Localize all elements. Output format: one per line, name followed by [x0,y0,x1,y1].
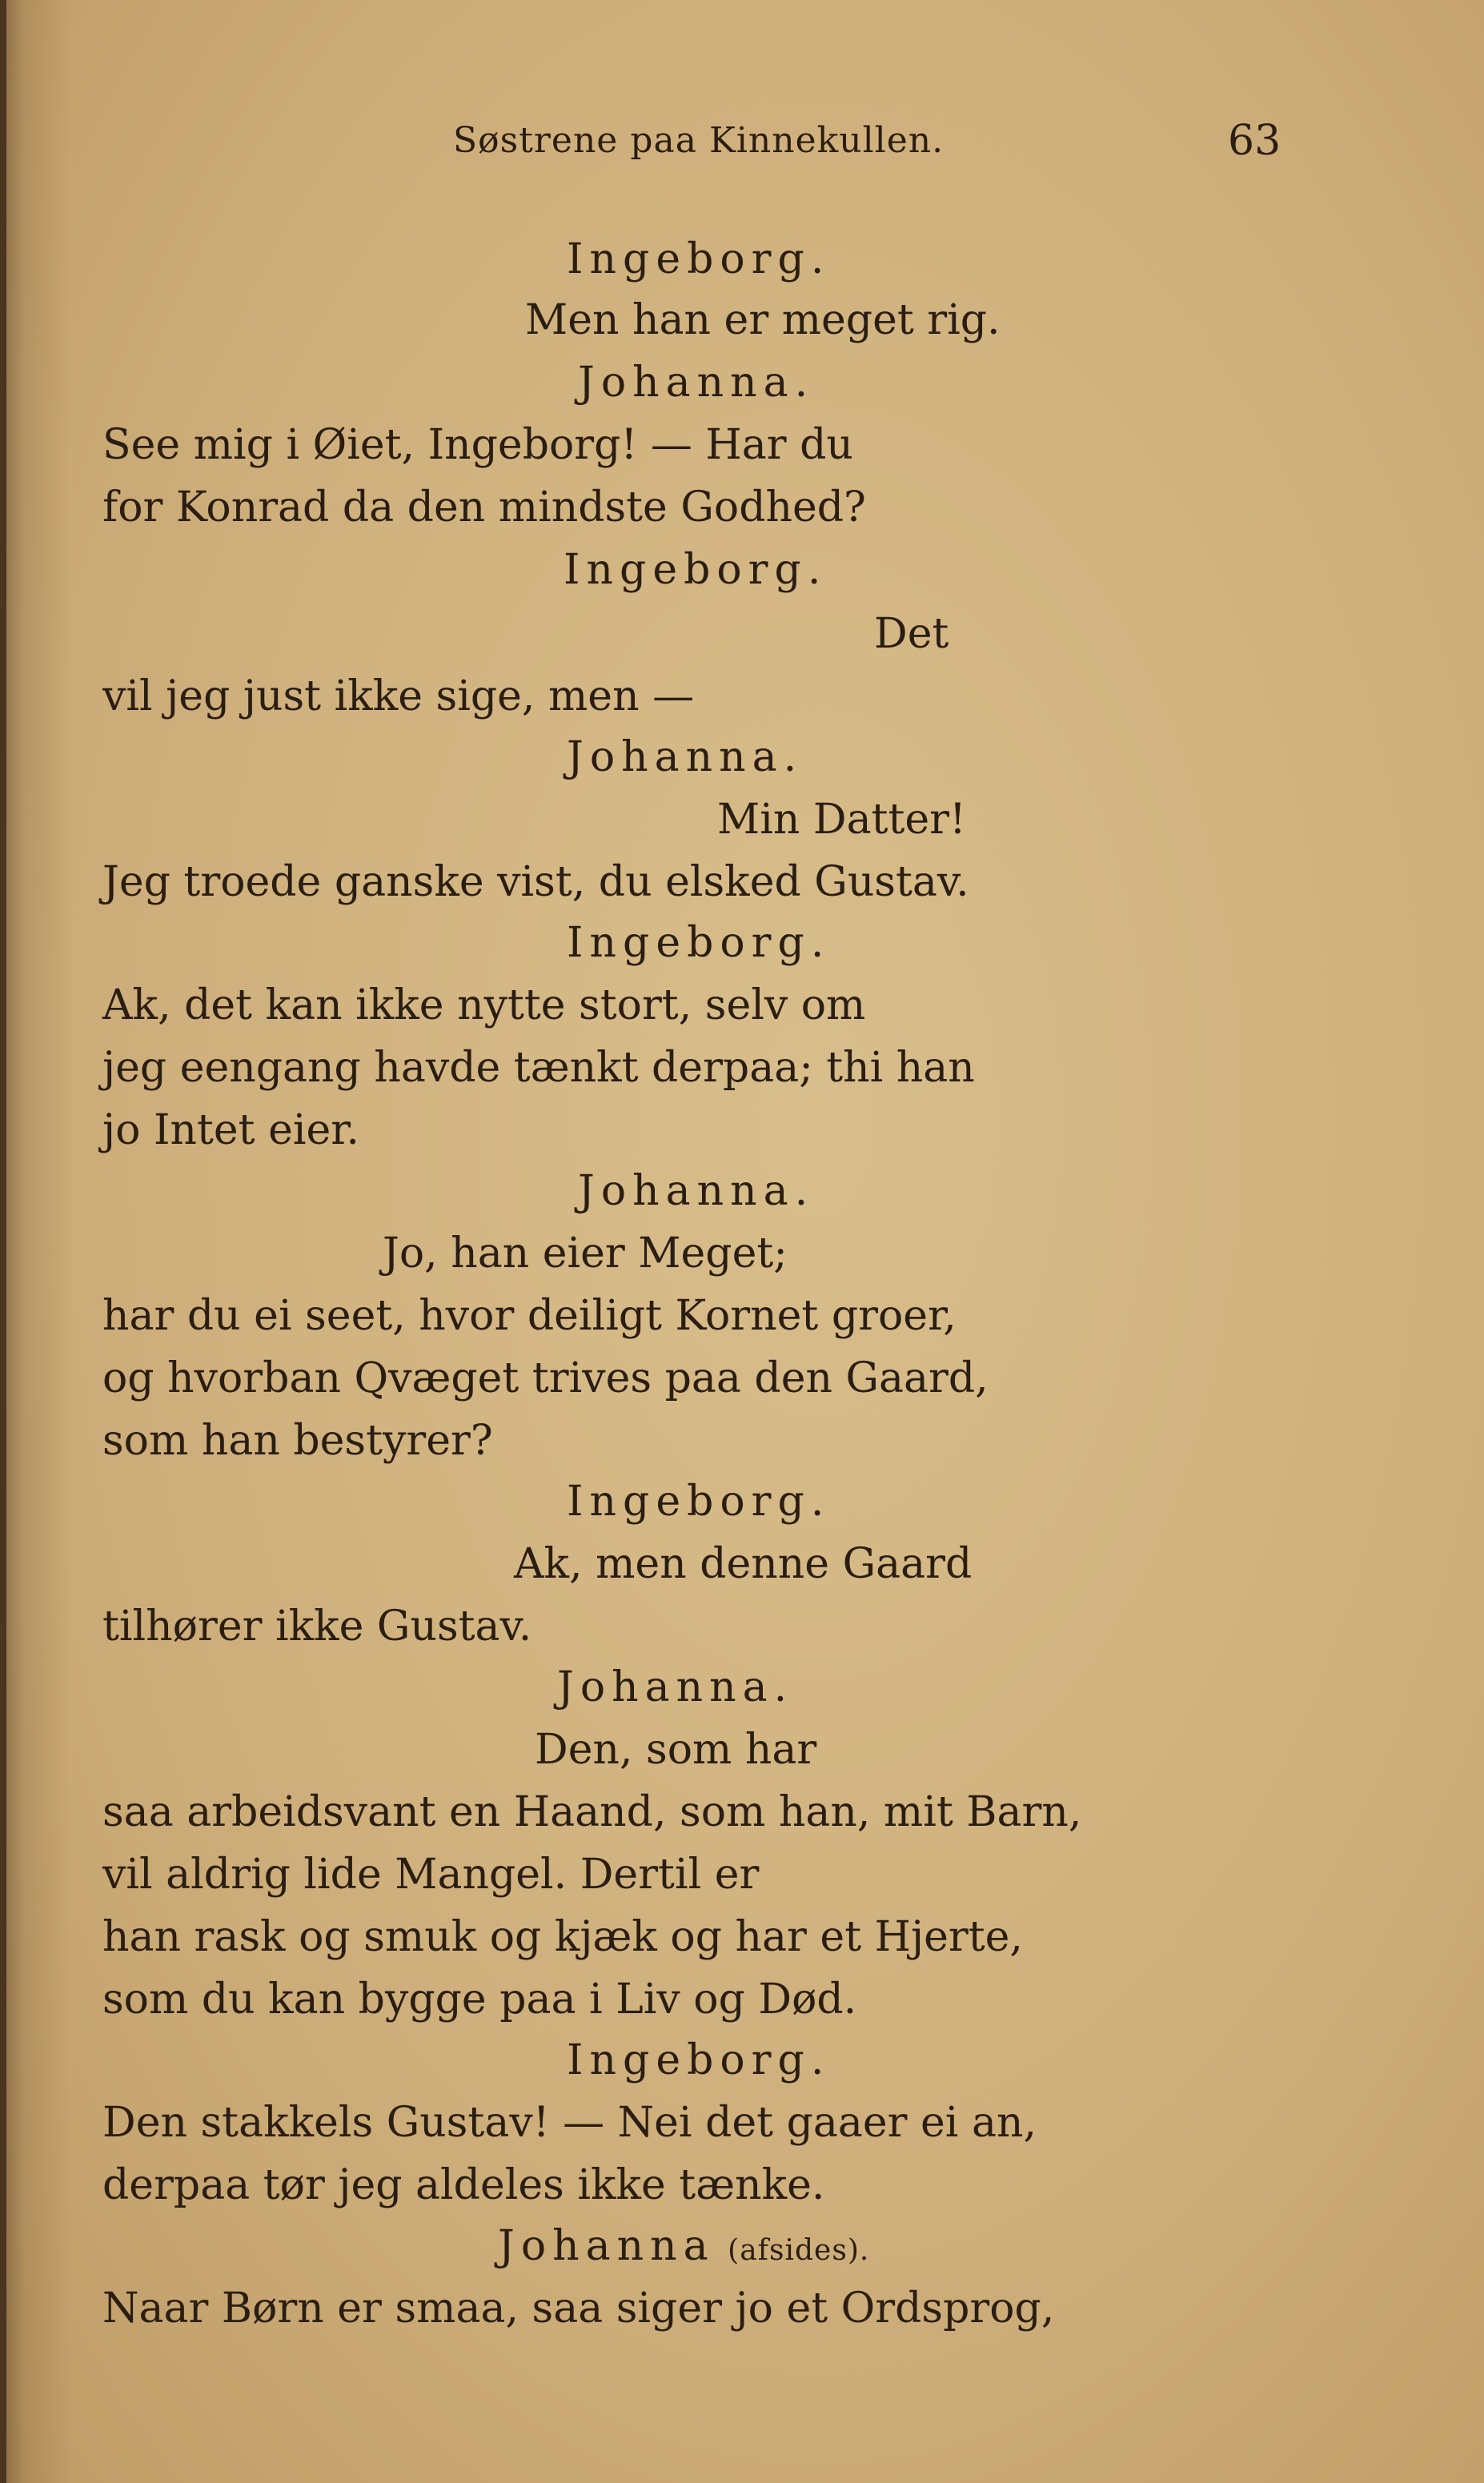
running-title: Søstrene paa Kinnekullen. [453,120,945,161]
verse-line: Ak, men denne Gaard [514,1540,973,1588]
verse-line: jeg eengang havde tænkt derpaa; thi han [102,1044,975,1092]
verse-line: vil jeg just ikke sige, men — [102,672,695,720]
verse-line: See mig i Øiet, Ingeborg! — Har du [102,421,853,469]
verse-line: han rask og smuk og kjæk og har et Hjerte, [102,1913,1023,1961]
stage-direction: (afsides). [728,2234,870,2267]
speaker-name: Ingeborg. [567,235,831,283]
verse-line: som han bestyrer? [102,1417,493,1465]
verse-line: Jeg troede ganske vist, du elsked Gustav. [102,858,969,906]
gutter-shadow [0,0,6,2483]
page-number: 63 [1228,117,1281,165]
verse-line: Ak, det kan ikke nytte stort, selv om [102,981,866,1029]
speaker-name: Johanna. [578,359,815,407]
verse-line: Den, som har [535,1726,817,1774]
speaker-name: Ingeborg. [567,1478,831,1526]
speaker-name: Johanna. [557,1663,794,1711]
verse-line: Jo, han eier Meget; [383,1229,788,1278]
verse-line: og hvorban Qvæget trives paa den Gaard, [102,1354,989,1402]
verse-line: vil aldrig lide Mangel. Dertil er [102,1851,760,1899]
verse-line: Men han er meget rig. [525,296,1001,344]
verse-line: Naar Børn er smaa, saa siger jo et Ordsprog, [102,2284,1055,2333]
speaker-name: Ingeborg. [564,546,828,594]
verse-line: saa arbeidsvant en Haand, som han, mit Barn, [102,1788,1082,1836]
speaker-name: Johanna. [578,1167,815,1215]
verse-line: som du kan bygge paa i Liv og Død. [102,1976,857,2024]
speaker-with-direction [498,2222,870,2270]
speaker-name: Ingeborg. [567,2036,831,2084]
verse-line: for Konrad da den mindste Godhed? [102,483,866,531]
verse-line: har du ei seet, hvor deiligt Kornet groer, [102,1292,957,1340]
verse-line: Min Datter! [717,796,966,844]
verse-line: Det [874,610,949,658]
verse-line: Den stakkels Gustav! — Nei det gaaer ei an, [102,2099,1037,2147]
speaker-name: Johanna [498,2222,715,2270]
verse-line: derpaa tør jeg aldeles ikke tænke. [102,2161,825,2209]
speaker-name: Johanna. [567,733,804,781]
verse-line: jo Intet eier. [102,1106,359,1154]
verse-line: tilhører ikke Gustav. [102,1603,532,1651]
speaker-name: Ingeborg. [567,919,831,967]
